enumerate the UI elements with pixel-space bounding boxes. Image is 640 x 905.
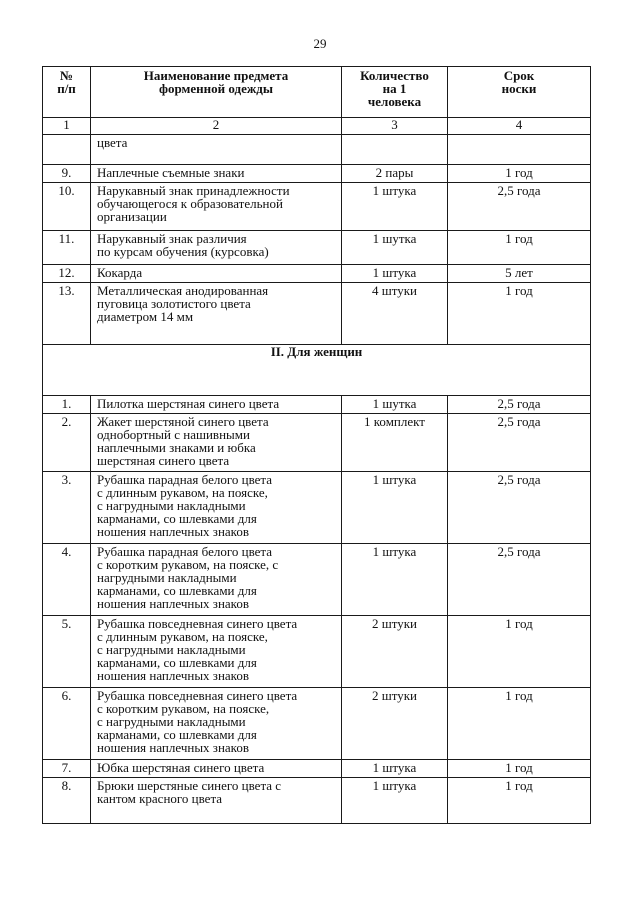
item-name: Жакет шерстяной синего цвета однобортный с нашивными наплечными знаками и юбка шерстяная синего цвета xyxy=(91,414,342,472)
page-number: 29 xyxy=(313,36,327,51)
table-row xyxy=(43,396,591,414)
item-name: Юбка шерстяная синего цвета xyxy=(91,760,342,778)
item-quantity: 1 шутка xyxy=(342,231,448,265)
table-row xyxy=(43,472,591,544)
table-row xyxy=(43,135,591,165)
item-term: 1 год xyxy=(448,778,591,824)
item-term: 1 год xyxy=(448,760,591,778)
item-number: 1. xyxy=(43,396,91,414)
item-number: 3. xyxy=(43,472,91,544)
item-quantity: 1 шутка xyxy=(342,396,448,414)
section-title: II. Для женщин xyxy=(43,345,591,396)
item-term: 2,5 года xyxy=(448,183,591,231)
item-quantity: 1 штука xyxy=(342,183,448,231)
item-quantity: 1 штука xyxy=(342,544,448,616)
column-index: 1 xyxy=(43,118,91,135)
item-term: 1 год xyxy=(448,283,591,345)
item-name: Нарукавный знак различия по курсам обучения (курсовка) xyxy=(91,231,342,265)
header-term: Срок носки xyxy=(448,67,591,118)
item-quantity: 1 штука xyxy=(342,778,448,824)
item-number: 8. xyxy=(43,778,91,824)
item-term: 5 лет xyxy=(448,265,591,283)
table-header-row xyxy=(43,67,591,118)
table-row xyxy=(43,283,591,345)
table-row xyxy=(43,760,591,778)
table-row xyxy=(43,688,591,760)
item-term: 1 год xyxy=(448,165,591,183)
table-row xyxy=(43,165,591,183)
item-term: 2,5 года xyxy=(448,472,591,544)
item-number: 10. xyxy=(43,183,91,231)
item-number: 13. xyxy=(43,283,91,345)
column-index-row xyxy=(43,118,591,135)
item-number: 6. xyxy=(43,688,91,760)
item-number: 4. xyxy=(43,544,91,616)
item-name: Рубашка повседневная синего цвета с коротким рукавом, на пояске, с нагрудными накладными карманами, со шлевками для ношения наплечных знаков xyxy=(91,688,342,760)
item-quantity: 4 штуки xyxy=(342,283,448,345)
item-quantity xyxy=(342,135,448,165)
column-index: 3 xyxy=(342,118,448,135)
table-row xyxy=(43,183,591,231)
item-number: 12. xyxy=(43,265,91,283)
item-quantity: 1 штука xyxy=(342,265,448,283)
column-index: 2 xyxy=(91,118,342,135)
item-name: Металлическая анодированная пуговица золотистого цвета диаметром 14 мм xyxy=(91,283,342,345)
item-name: цвета xyxy=(91,135,342,165)
item-number: 7. xyxy=(43,760,91,778)
header-qty: Количество на 1 человека xyxy=(342,67,448,118)
item-quantity: 1 штука xyxy=(342,760,448,778)
header-num: № п/п xyxy=(43,67,91,118)
item-term: 2,5 года xyxy=(448,414,591,472)
header-name: Наименование предмета форменной одежды xyxy=(91,67,342,118)
item-term: 1 год xyxy=(448,231,591,265)
item-quantity: 2 пары xyxy=(342,165,448,183)
item-term: 1 год xyxy=(448,616,591,688)
table-row xyxy=(43,616,591,688)
item-term: 1 год xyxy=(448,688,591,760)
item-quantity: 1 штука xyxy=(342,472,448,544)
section-row xyxy=(43,345,591,396)
item-name: Рубашка парадная белого цвета с длинным рукавом, на пояске, с нагрудными накладными карманами, со шлевками для ношения наплечных знаков xyxy=(91,472,342,544)
uniform-items-table xyxy=(42,66,591,824)
item-number: 5. xyxy=(43,616,91,688)
item-quantity: 2 штуки xyxy=(342,688,448,760)
item-quantity: 2 штуки xyxy=(342,616,448,688)
table-row xyxy=(43,231,591,265)
table-row xyxy=(43,778,591,824)
item-number: 11. xyxy=(43,231,91,265)
item-name: Брюки шерстяные синего цвета с кантом красного цвета xyxy=(91,778,342,824)
item-name: Кокарда xyxy=(91,265,342,283)
item-number: 9. xyxy=(43,165,91,183)
item-quantity: 1 комплект xyxy=(342,414,448,472)
item-name: Наплечные съемные знаки xyxy=(91,165,342,183)
item-name: Рубашка парадная белого цвета с коротким рукавом, на пояске, с нагрудными накладными карманами, со шлевками для ношения наплечных знаков xyxy=(91,544,342,616)
table-row xyxy=(43,414,591,472)
item-name: Рубашка повседневная синего цвета с длинным рукавом, на пояске, с нагрудными накладными карманами, со шлевками для ношения наплечных знаков xyxy=(91,616,342,688)
table-row xyxy=(43,544,591,616)
item-term xyxy=(448,135,591,165)
table-row xyxy=(43,265,591,283)
item-term: 2,5 года xyxy=(448,544,591,616)
item-number xyxy=(43,135,91,165)
item-number: 2. xyxy=(43,414,91,472)
column-index: 4 xyxy=(448,118,591,135)
item-name: Пилотка шерстяная синего цвета xyxy=(91,396,342,414)
item-name: Нарукавный знак принадлежности обучающегося к образовательной организации xyxy=(91,183,342,231)
item-term: 2,5 года xyxy=(448,396,591,414)
